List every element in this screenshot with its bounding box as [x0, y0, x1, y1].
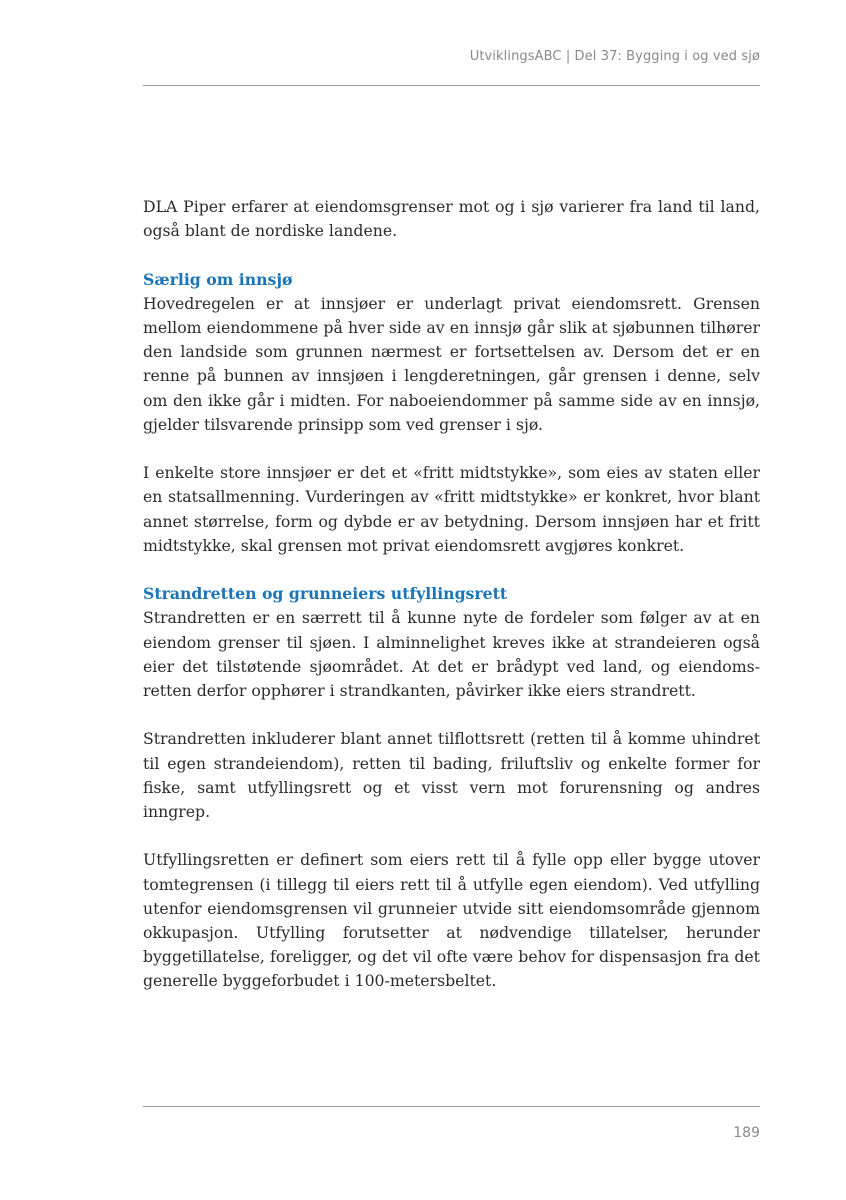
- header-divider: [143, 85, 760, 86]
- page-body: [143, 195, 760, 1018]
- page-number: 189: [733, 1125, 760, 1141]
- section-strandretten-p3: Utfyllingsretten er definert som eiers rett til å fylle opp eller bygge utover tomtegrensen (i tillegg til eiers rett til å utfylle egen eiendom). Ved utfylling utenfor eiendomsgrensen vil grunneier utvide sitt eiendomsområde gjennom okkupasjon. Utfylling forutsetter at nødvendige tillatelser, herunder byggetillatelse, foreligger, og det vil ofte være behov for dispensasjon fra det generelle byggeforbudet i 100-metersbeltet.: [143, 850, 760, 991]
- paragraph-text: Hovedregelen er at innsjøer er underlagt privat eiendomsrett. Grensen mellom eiendommene på hver side av en innsjø går slik at sjøbunnen tilhører den landside som grunnen nærmest er fortsettelsen av. Dersom det er en renne på bunnen av innsjøen i lengderetningen, går grensen i denne, selv om den ikke går i midten. For naboeiendommer på samme side av en innsjø, gjelder tilsvarende prinsipp som ved grenser i sjø.: [143, 293, 760, 434]
- intro-paragraph: DLA Piper erfarer at eiendomsgrenser mot og i sjø varierer fra land til land, også blant de nordiske landene.: [143, 197, 760, 241]
- section-innsjo: [143, 268, 760, 558]
- section-innsjo-p1: [143, 268, 760, 437]
- paragraph-text: Strandretten er en særrett til å kunne nyte de fordeler som følger av at en eiendom grenser til sjøen. I alminnelighet kreves ikke at strandeieren også eier det tilstøtende sjøområdet. At det er brådypt ved land, og eiendomsretten derfor opphører i strandkanten, påvirker ikke eiers strandrett.: [143, 608, 760, 701]
- section-innsjo-p2: I enkelte store innsjøer er det et «fritt midtstykke», som eies av staten eller en statsallmenning. Vurderingen av «fritt midtstykke» er konkret, hvor blant annet størrelse, form og dybde er av betydning. Dersom innsjøen har et fritt midtstykke, skal grensen mot privat eiendomsrett avgjøres konkret.: [143, 463, 760, 555]
- running-header: UtviklingsABC | Del 37: Bygging i og ved sjø: [469, 49, 760, 64]
- section-heading: Strandretten og grunneiers utfyllingsrett: [143, 584, 508, 604]
- footer-divider: [143, 1106, 760, 1107]
- section-heading: Særlig om innsjø: [143, 269, 293, 289]
- section-strandretten-p1: [143, 582, 760, 703]
- section-strandretten-p2: Strandretten inkluderer blant annet tilflottsrett (retten til å komme uhindret til egen strandeiendom), retten til bading, friluftsliv og enkelte former for fiske, samt utfyllingsrett og et visst vern mot forurensning og andres inngrep.: [143, 729, 760, 822]
- section-strandretten: [143, 582, 760, 993]
